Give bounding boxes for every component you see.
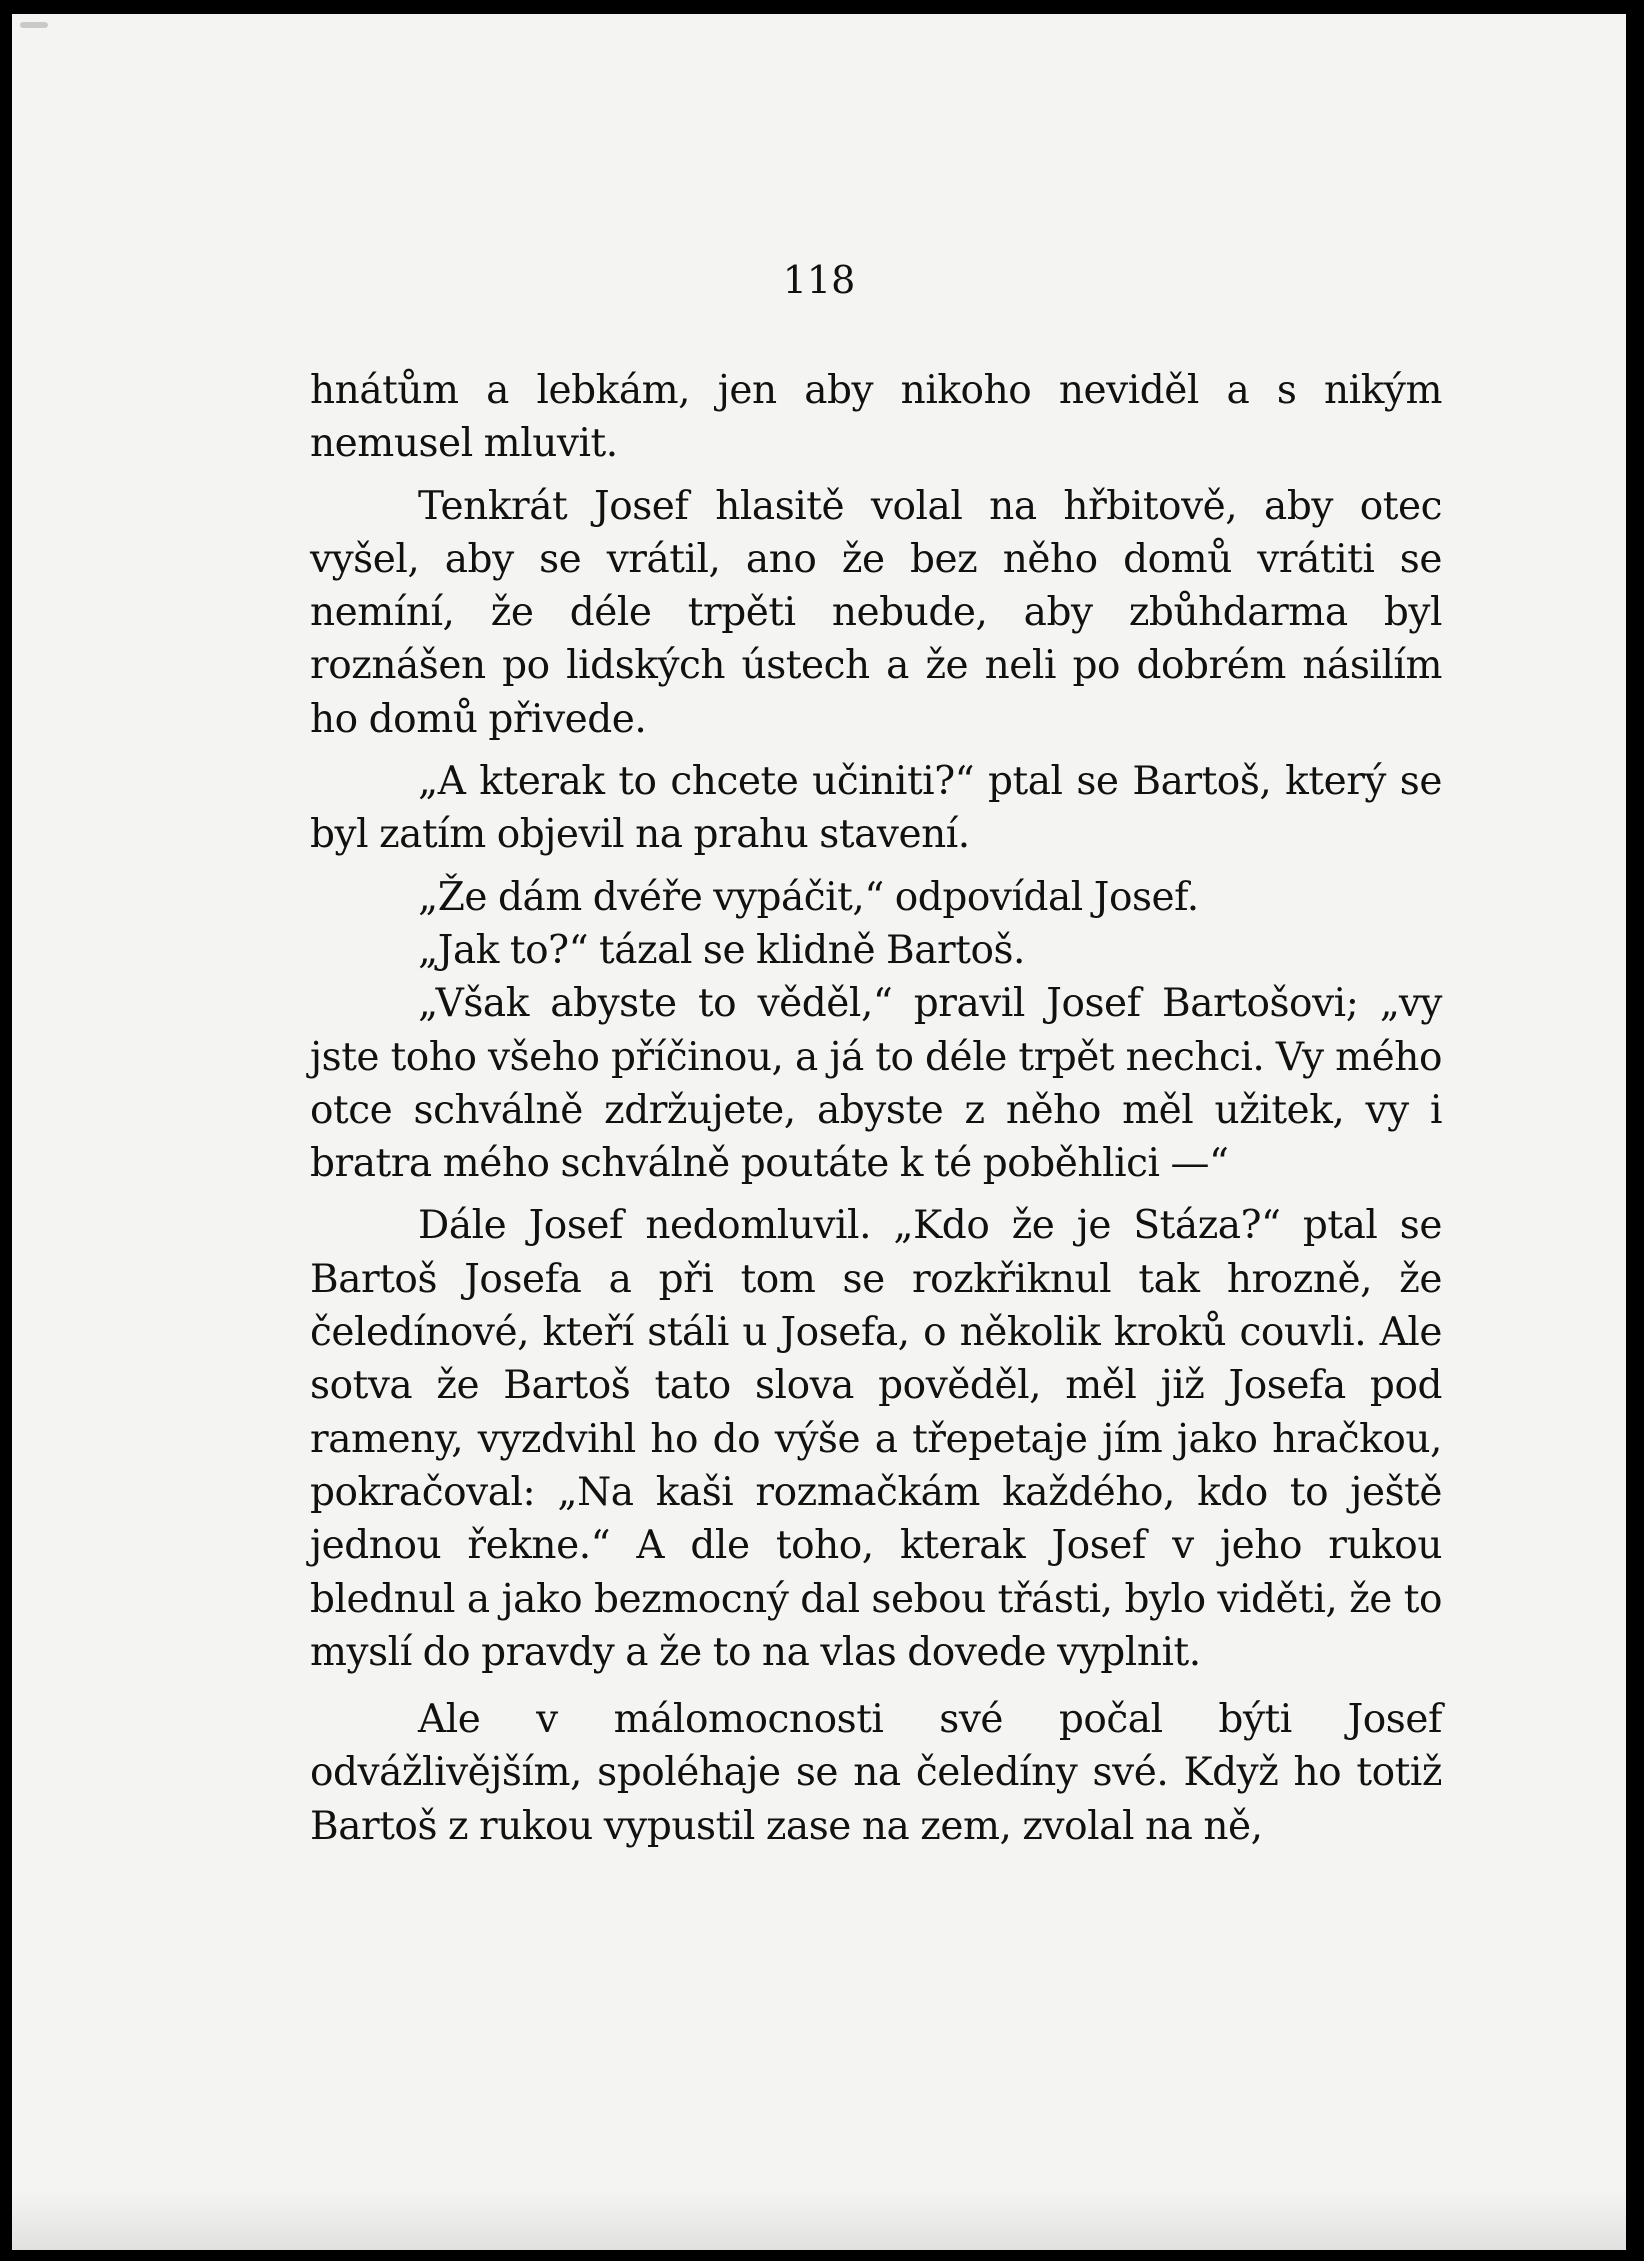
page-edge-shadow [12,2190,1626,2250]
paragraph-3: „A kterak to chcete učiniti?“ ptal se Bartoš, který se byl zatím objevil na prahu stavení. [310,759,1442,858]
paragraph-1: hnátům a lebkám, jen aby nikoho neviděl a s nikým nemusel mluvit. [310,368,1442,467]
paragraph-2: Tenkrát Josef hlasitě volal na hřbitově, aby otec vyšel, aby se vrátil, ano že bez něho domů vrátiti se nemíní, že déle trpěti nebude, aby zbůhdarma byl roznášen po lidských ústech a že neli po dobrém násilím ho domů přivede. [310,483,1442,742]
scan-mark [20,22,48,28]
paragraph-5: „Jak to?“ tázal se klidně Bartoš. [418,927,1026,973]
paragraph-6: „Však abyste to věděl,“ pravil Josef Bartošovi; „vy jste toho všeho příčinou, a já to déle trpět nechci. Vy mého otce schválně zdržujete, abyste z něho měl užitek, vy i bratra mého schválně poutáte k té poběhlici —“ [310,981,1442,1187]
paragraph-4: „Že dám dvéře vypáčit,“ odpovídal Josef. [418,874,1199,920]
page-number: 118 [782,258,856,302]
body-text [310,364,1442,1853]
paragraph-7: Dále Josef nedomluvil. „Kdo že je Stáza?“ ptal se Bartoš Josefa a při tom se rozkřiknul tak hrozně, že čeledínové, kteří stáli u Josefa, o několik kroků couvli. Ale sotva že Bartoš tato slova pověděl, měl již Josefa pod rameny, vyzdvihl ho do výše a třepetaje jím jako hračkou, pokračoval: „Na kaši rozmačkám každého, kdo to ještě jednou řekne.“ A dle toho, kterak Josef v jeho rukou blednul a jako bezmocný dal sebou třásti, bylo viděti, že to myslí do pravdy a že to na vlas dovede vyplnit. [310,1203,1442,1675]
book-page [12,14,1626,2250]
paragraph-8: Ale v málomocnosti své počal býti Josef odvážlivějším, spoléhaje se na čeledíny své. Když ho totiž Bartoš z rukou vypustil zase na zem, zvolal na ně, [310,1697,1442,1849]
